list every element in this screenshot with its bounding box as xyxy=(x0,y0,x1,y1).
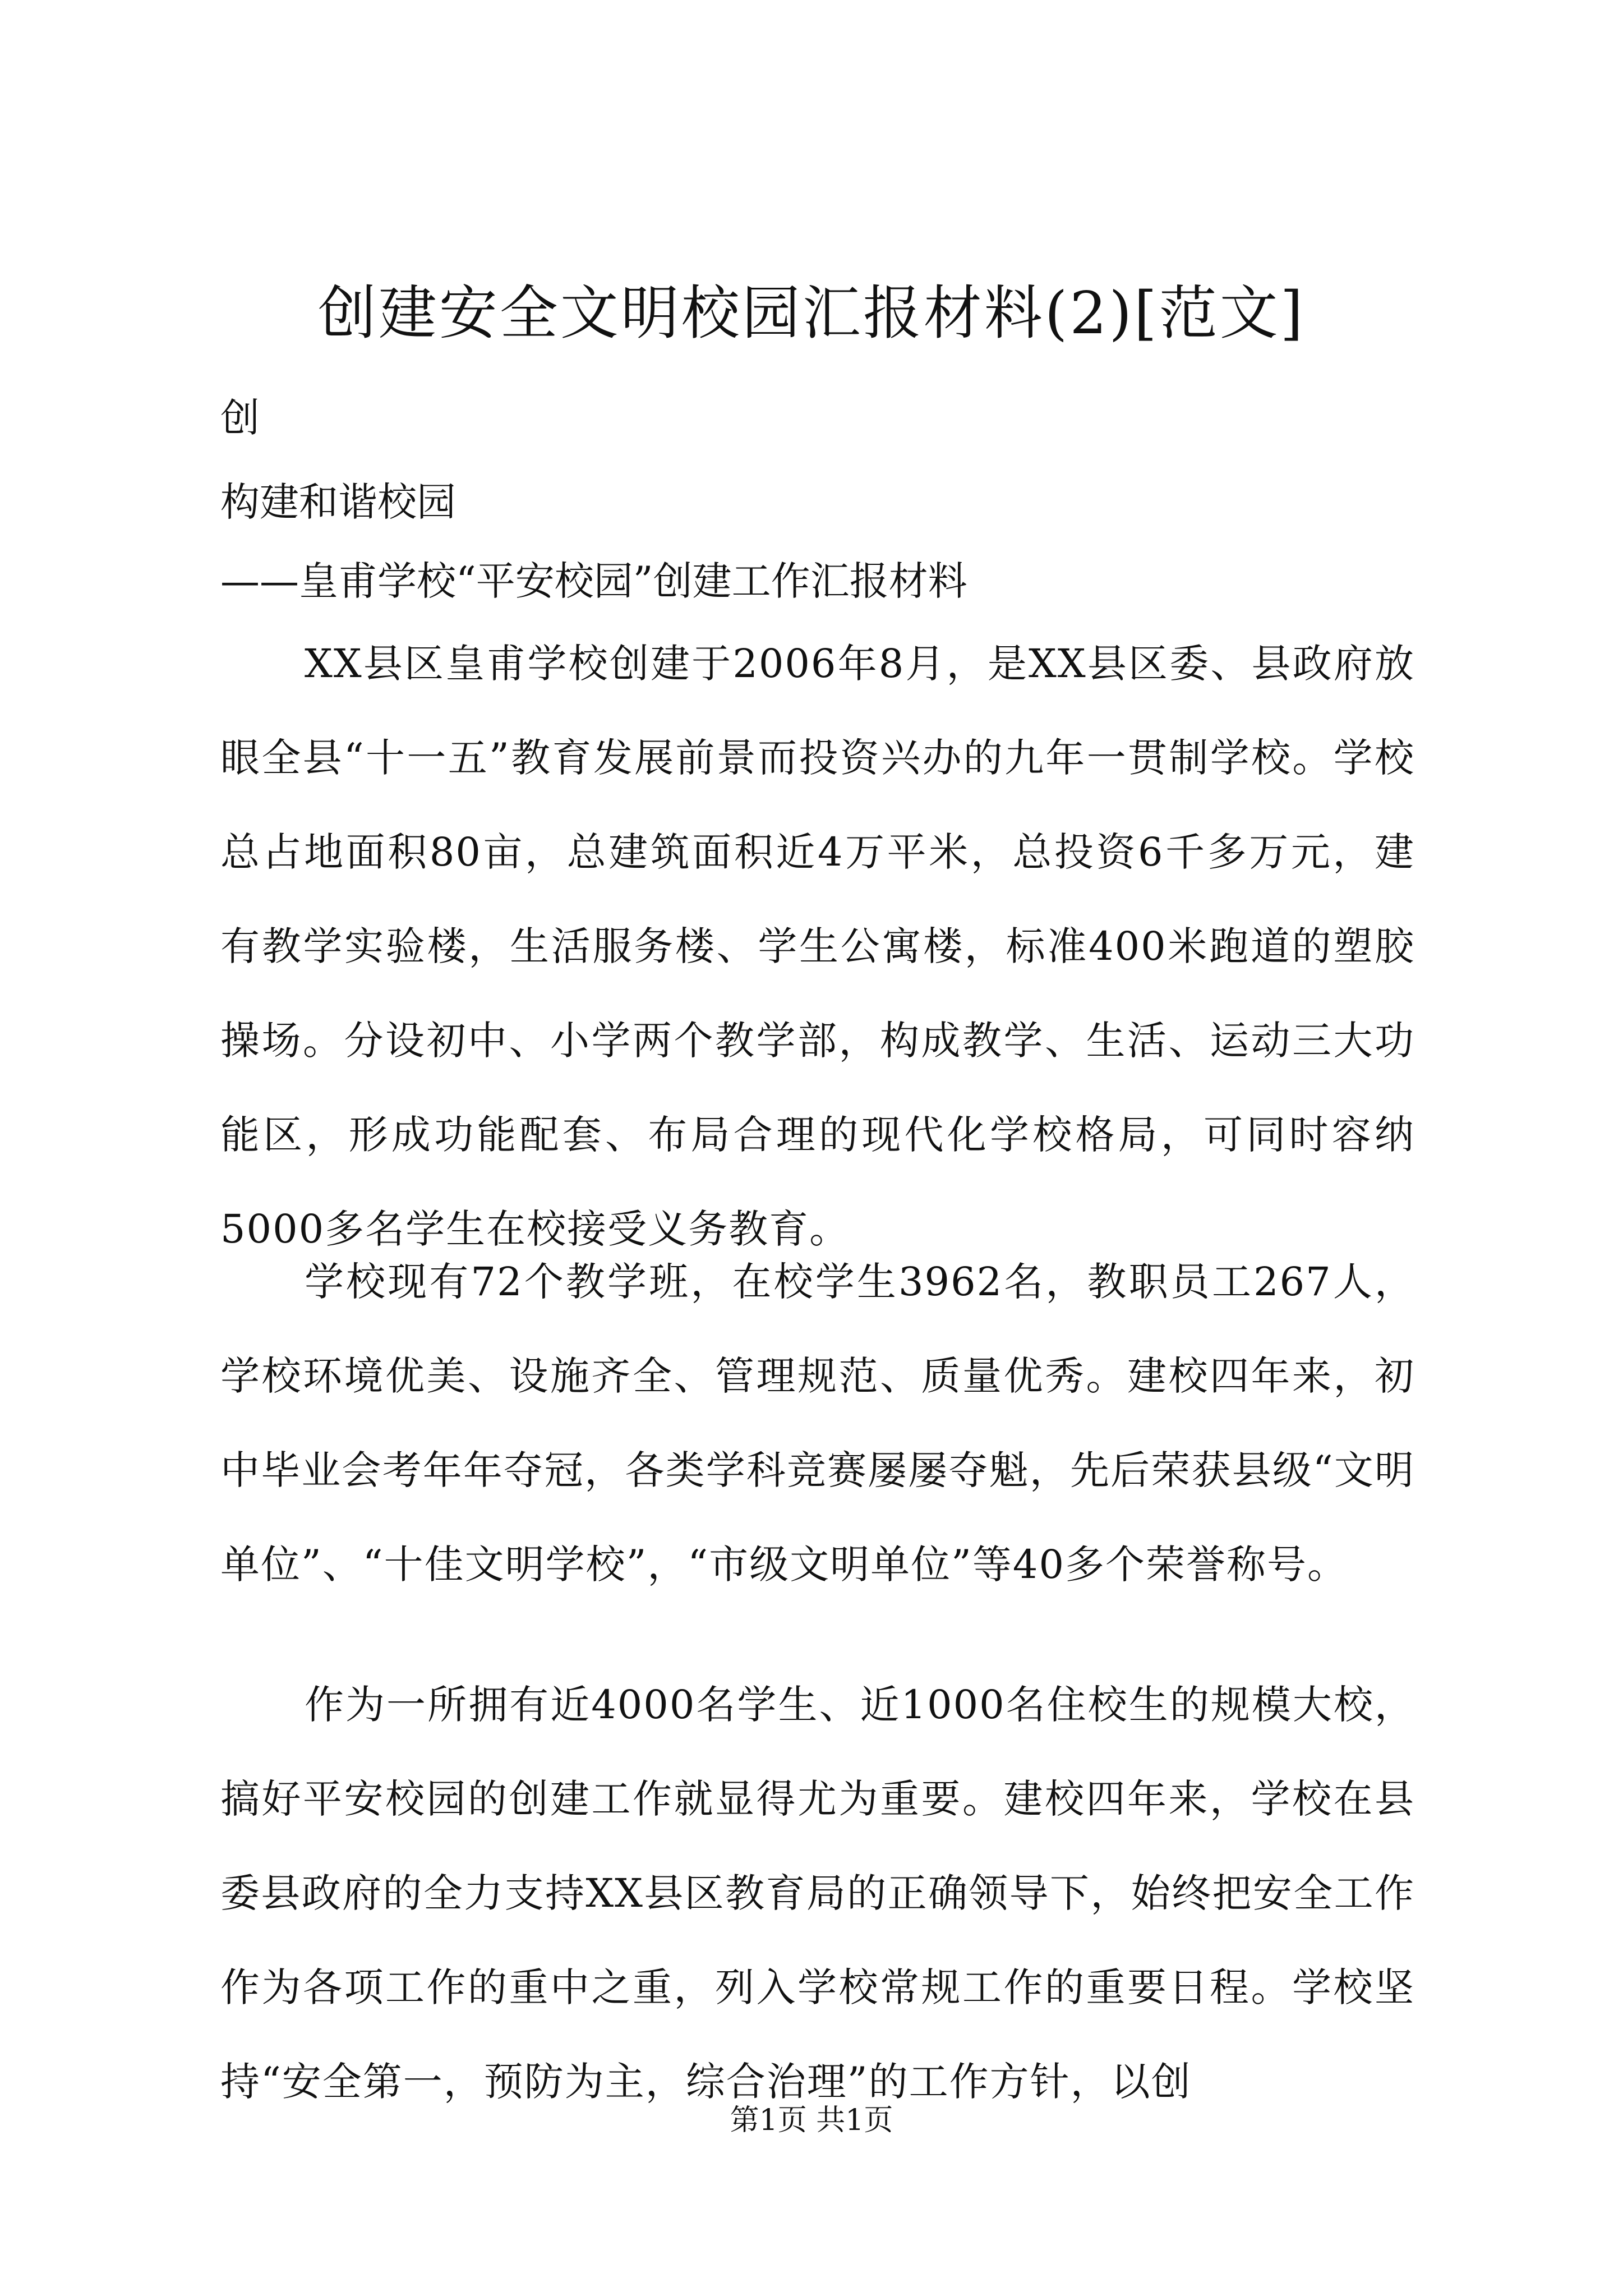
paragraph-3: 作为一所拥有近4000名学生、近1000名住校生的规模大校，搞好平安校园的创建工作就显得尤为重要。建校四年来，学校在县委县政府的全力支持XX县区教育局的正确领导下，始终把安全工作作为各项工作的重中之重，列入学校常规工作的重要日程。学校坚持“安全第一，预防为主，综合治理”的工作方针，以创 xyxy=(220,1682,1415,2105)
document-title: 创建安全文明校园汇报材料(2)[范文] xyxy=(317,279,1306,347)
heading-line-1: 创 xyxy=(220,395,260,441)
subtitle-line: ——皇甫学校“平安校园”创建工作汇报材料 xyxy=(220,558,967,604)
page-number-footer: 第1页 共1页 xyxy=(730,2104,893,2137)
paragraph-1: XX县区皇甫学校创建于2006年8月，是XX县区委、县政府放眼全县“十一五”教育发展前景而投资兴办的九年一贯制学校。学校总占地面积80亩，总建筑面积近4万平米，总投资6千多万元，建有教学实验楼，生活服务楼、学生公寓楼，标准400米跑道的塑胶操场。分设初中、小学两个教学部，构成教学、生活、运动三大功能区，形成功能配套、布局合理的现代化学校格局，可同时容纳5000多名学生在校接受义务教育。 xyxy=(220,641,1415,1252)
heading-line-2: 构建和谐校园 xyxy=(220,479,456,525)
paragraph-2: 学校现有72个教学班，在校学生3962名，教职员工267人，学校环境优美、设施齐全、管理规范、质量优秀。建校四年来，初中毕业会考年年夺冠，各类学科竞赛屡屡夺魁，先后荣获县级“文明单位”、“十佳文明学校”，“市级文明单位”等40多个荣誉称号。 xyxy=(220,1259,1415,1588)
